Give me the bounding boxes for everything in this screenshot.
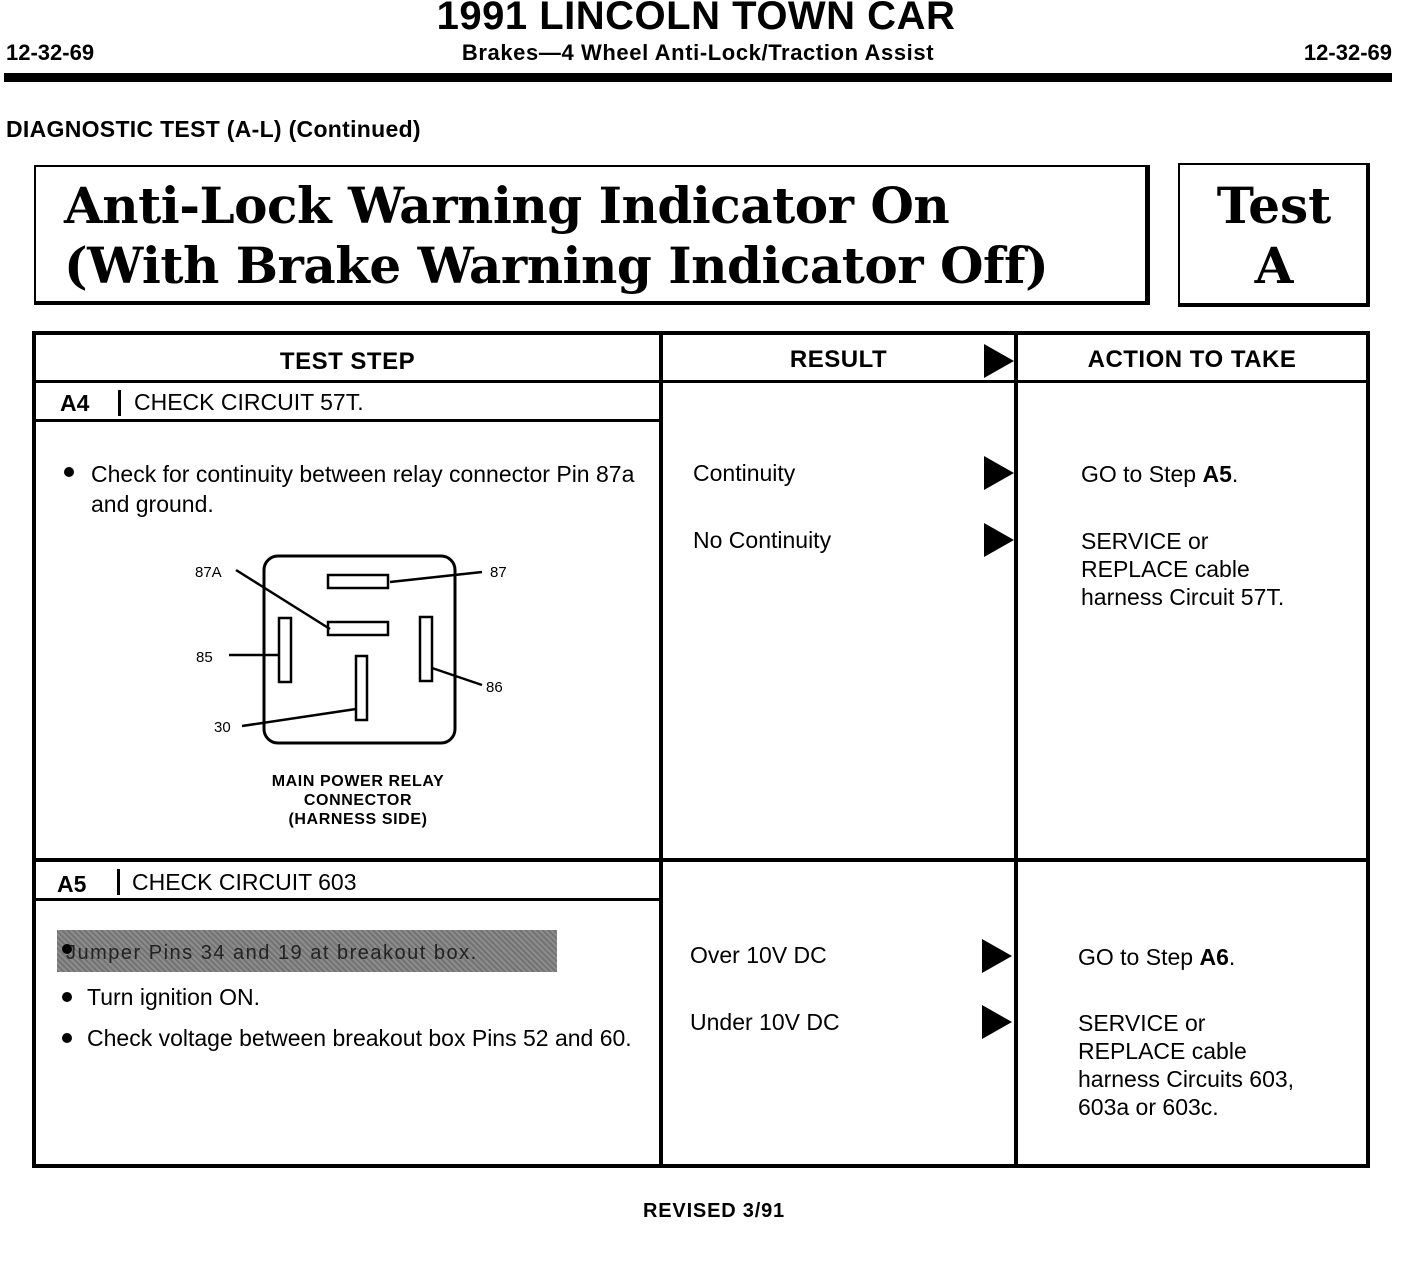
page-number-right: 12-32-69 (1303, 40, 1392, 65)
step-a5-action-2 (1078, 1009, 1294, 1121)
action-line: SERVICE or (1081, 528, 1209, 554)
document-subtitle: Brakes—4 Wheel Anti-Lock/Traction Assist (461, 40, 935, 65)
a4-title-underline (36, 419, 659, 422)
action-line: harness Circuits 603, (1078, 1066, 1295, 1092)
action-line: REPLACE cable (1078, 1038, 1247, 1064)
pin-85-terminal (279, 618, 291, 682)
bullet-icon (62, 1033, 72, 1043)
step-a5-id: A5 (57, 871, 87, 897)
pin-label-87: 87 (490, 564, 507, 581)
arrow-right-icon (982, 939, 1012, 973)
step-a5-title: CHECK CIRCUIT 603 (132, 869, 357, 895)
column-divider-1 (659, 335, 663, 1166)
step-a4-bullet-1: Check for continuity between relay connector Pin 87a and ground. (91, 461, 635, 517)
action-text: GO to Step (1081, 461, 1203, 487)
pin-87-terminal (328, 575, 388, 588)
step-a5-result-1: Over 10V DC (690, 942, 827, 968)
leader-87 (390, 572, 482, 582)
action-line: 603a or 603c. (1078, 1094, 1219, 1120)
column-header-test-step: TEST STEP (279, 348, 416, 375)
diagram-caption-line-3: (HARNESS SIDE) (288, 811, 428, 828)
action-text-end: . (1231, 461, 1239, 487)
step-a4-separator (118, 390, 121, 416)
action-line: harness Circuit 57T. (1081, 584, 1285, 610)
step-reference-a6: A6 (1199, 944, 1229, 970)
section-title: DIAGNOSTIC TEST (A-L) (Continued) (6, 116, 421, 142)
arrow-right-icon (982, 1005, 1012, 1039)
step-a4-id: A4 (60, 390, 90, 416)
connector-outline (264, 556, 455, 743)
leader-87a (236, 570, 330, 629)
step-a4-title: CHECK CIRCUIT 57T. (134, 389, 364, 415)
action-line: REPLACE cable (1081, 556, 1250, 582)
bullet-icon (62, 992, 72, 1002)
pin-87a-terminal (328, 622, 388, 635)
leader-30 (242, 709, 356, 726)
test-title (64, 176, 1048, 296)
step-row-divider (36, 858, 1366, 862)
column-header-result: RESULT (789, 346, 888, 373)
arrow-right-icon (984, 456, 1014, 490)
pin-label-86: 86 (486, 679, 503, 696)
diagram-caption-line-2: CONNECTOR (303, 792, 413, 809)
step-a4-result-2: No Continuity (693, 527, 832, 553)
table-left-border (32, 331, 36, 1168)
step-a5-result-2: Under 10V DC (690, 1009, 840, 1035)
table-bottom-border (32, 1164, 1370, 1168)
table-top-border (32, 331, 1370, 335)
table-right-border (1366, 331, 1370, 1168)
step-a5-action-1 (1078, 943, 1235, 971)
document-title: 1991 LINCOLN TOWN CAR (436, 0, 956, 38)
pin-label-30: 30 (214, 719, 231, 736)
step-a5-bullet-1: Turn ignition ON. (87, 984, 260, 1010)
diagram-caption (170, 772, 546, 829)
column-header-action: ACTION TO TAKE (1087, 346, 1297, 373)
step-a5-separator (117, 869, 120, 895)
bullet-icon (64, 467, 74, 477)
arrow-right-icon (984, 523, 1014, 557)
test-id-letter: A (1254, 236, 1294, 295)
step-a5-bullet-2: Check voltage between breakout box Pins 52 and 60. (87, 1025, 632, 1051)
action-text-end: . (1228, 944, 1236, 970)
test-title-line-1: Anti-Lock Warning Indicator On (64, 176, 950, 235)
step-a5-highlighted-bullet: Jumper Pins 34 and 19 at breakout box. (66, 942, 478, 964)
relay-connector-diagram (180, 545, 540, 755)
step-a4-result-1: Continuity (693, 460, 796, 486)
test-id (1178, 176, 1370, 296)
test-title-line-2: (With Brake Warning Indicator Off) (64, 236, 1049, 295)
step-a4-action-2 (1081, 527, 1284, 611)
column-divider-2 (1014, 335, 1018, 1166)
step-reference-a5: A5 (1202, 461, 1232, 487)
leader-86 (432, 668, 482, 685)
action-text: GO to Step (1078, 944, 1200, 970)
header-rule (4, 73, 1392, 82)
pin-label-87a: 87A (195, 564, 222, 581)
diagram-caption-line-1: MAIN POWER RELAY (271, 773, 445, 790)
revision-note: REVISED 3/91 (643, 1200, 785, 1222)
test-id-label: Test (1216, 176, 1332, 235)
pin-30-terminal (356, 656, 367, 720)
header-row-divider (36, 380, 1366, 383)
action-line: SERVICE or (1078, 1010, 1206, 1036)
page-number-left: 12-32-69 (6, 40, 95, 65)
pin-86-terminal (420, 617, 432, 681)
step-a4-action-1 (1081, 460, 1238, 488)
arrow-right-icon (984, 344, 1014, 378)
a5-title-underline (36, 898, 659, 901)
pin-label-85: 85 (196, 649, 213, 666)
